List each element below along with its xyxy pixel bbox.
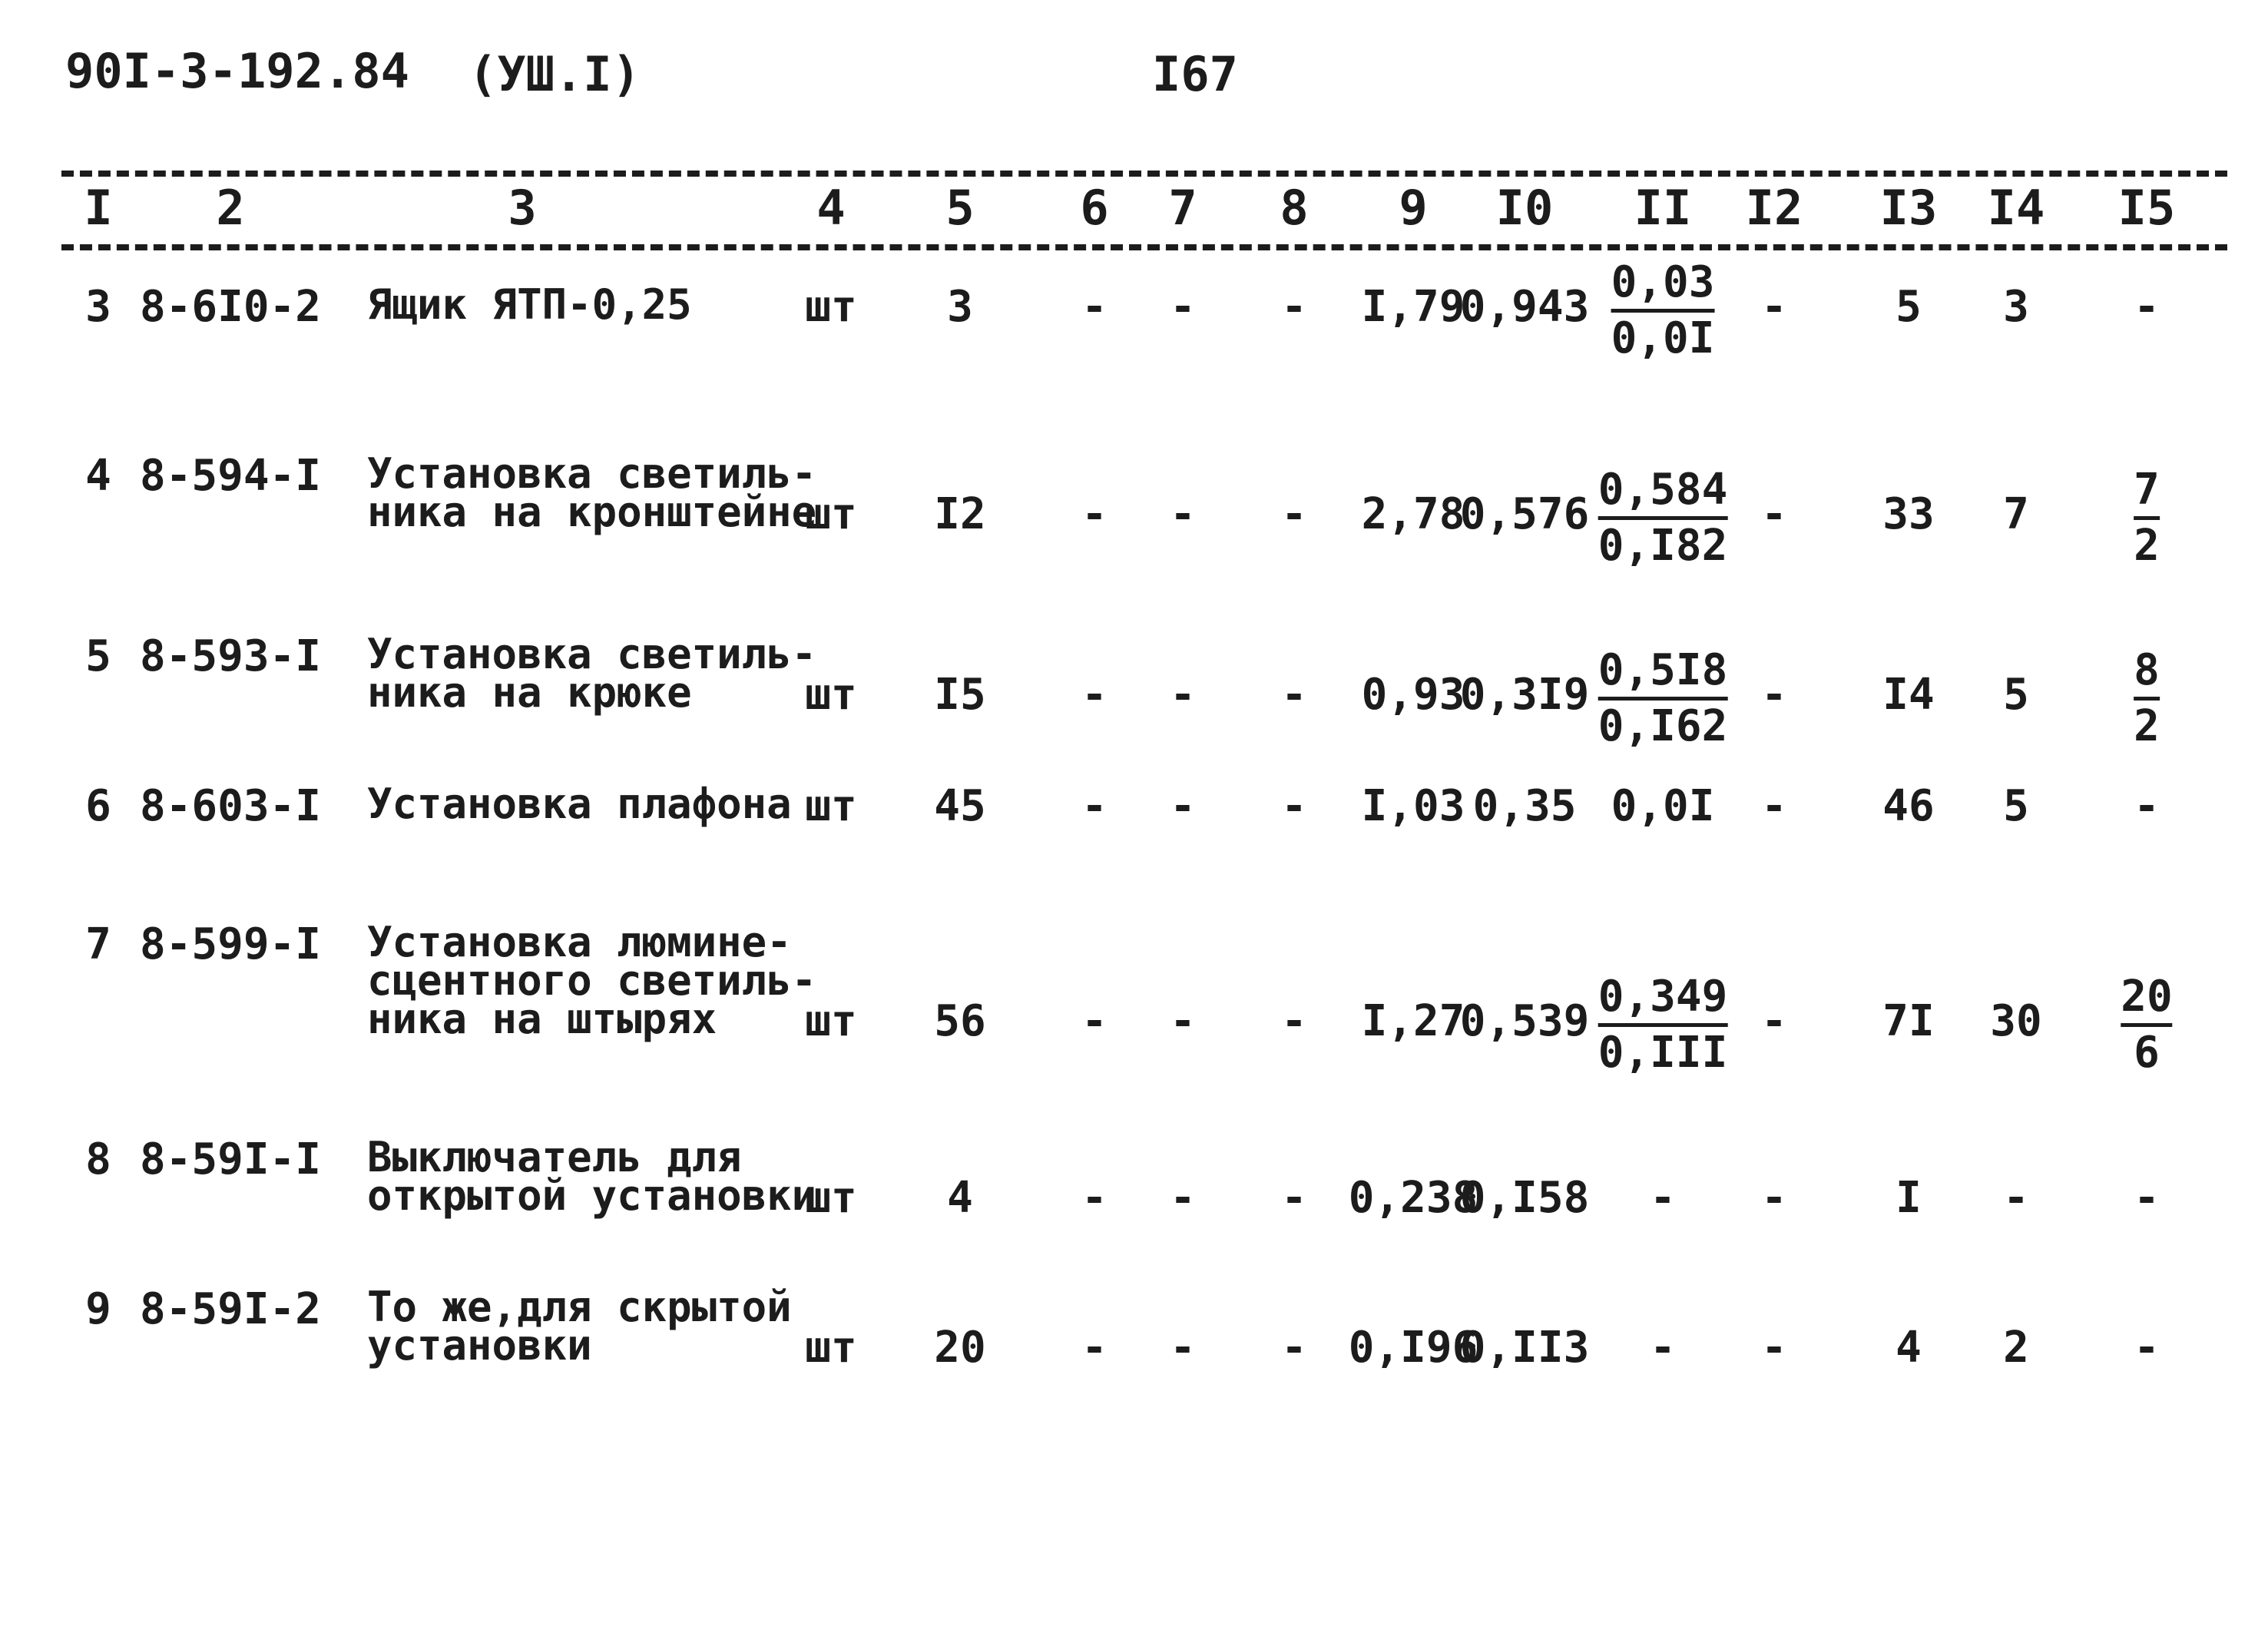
cell-col-8: - [1281, 282, 1307, 332]
cell-col-15-numerator: 8 [2134, 645, 2160, 695]
column-header-14: I4 [1987, 180, 2045, 236]
cell-col-11-numerator: 0,03 [1611, 257, 1715, 307]
cell-col-14: - [2003, 1173, 2029, 1223]
cell-col-11-numerator: 0,584 [1598, 465, 1728, 515]
cell-col-13: 5 [1896, 282, 1922, 332]
cell-col-12: - [1761, 1323, 1787, 1373]
cell-col-7: - [1170, 670, 1196, 720]
cell-col-7: - [1170, 781, 1196, 831]
row-name-line: сцентного светиль- [367, 956, 817, 1005]
cell-col-1: 3 [85, 282, 111, 332]
cell-col-8: - [1281, 1173, 1307, 1223]
cell-col-5: 4 [947, 1173, 973, 1223]
column-header-2: 2 [216, 180, 245, 236]
cell-col-11: - [1650, 1173, 1676, 1223]
cell-col-15 [2134, 645, 2160, 751]
cell-col-11-denominator: 0,I82 [1598, 521, 1728, 571]
cell-col-6: - [1081, 489, 1108, 539]
column-header-12: I2 [1745, 180, 1803, 236]
row-name-line: То же,для скрытой [367, 1283, 792, 1331]
cell-col-11-fraction-bar [1598, 516, 1728, 520]
column-header-8: 8 [1280, 180, 1309, 236]
cell-col-15 [2121, 972, 2173, 1078]
cell-col-11-fraction-bar [1598, 697, 1728, 701]
cell-col-15-denominator: 6 [2134, 1028, 2160, 1078]
cell-col-15: - [2134, 282, 2160, 332]
cell-col-10: 0,II3 [1459, 1323, 1590, 1373]
cell-col-5: I2 [934, 489, 986, 539]
page-number: I67 [1152, 46, 1238, 102]
cell-col-2: 8-59I-2 [139, 1284, 322, 1334]
cell-col-14: 3 [2003, 282, 2029, 332]
cell-col-9: I,79 [1361, 282, 1465, 332]
cell-col-9: 0,I96 [1348, 1323, 1478, 1373]
cell-col-10: 0,576 [1459, 489, 1590, 539]
column-header-1: I [84, 180, 113, 236]
cell-col-15: - [2134, 1323, 2160, 1373]
cell-col-8: - [1281, 781, 1307, 831]
row-name-line: ника на крюке [367, 668, 692, 717]
cell-col-2: 8-593-I [139, 631, 322, 681]
cell-col-14: 5 [2003, 670, 2029, 720]
column-header-4: 4 [816, 180, 846, 236]
cell-col-15-fraction-bar [2121, 1023, 2172, 1027]
cell-col-5: I5 [934, 670, 986, 720]
cell-col-4: шт [805, 781, 857, 831]
cell-col-9: 0,93 [1361, 670, 1465, 720]
cell-col-1: 8 [85, 1134, 111, 1184]
cell-col-15-denominator: 2 [2134, 701, 2160, 751]
cell-col-10: 0,I58 [1459, 1173, 1590, 1223]
row-name-line: Установка люмине- [367, 918, 792, 966]
cell-col-1: 9 [85, 1284, 111, 1334]
column-header-13: I3 [1879, 180, 1938, 236]
cell-col-6: - [1081, 1173, 1108, 1223]
column-header-11: II [1634, 180, 1692, 236]
cell-col-2: 8-603-I [139, 781, 322, 831]
cell-col-11 [1598, 972, 1728, 1078]
cell-col-9: I,27 [1361, 996, 1465, 1046]
cell-col-11: 0,0I [1611, 781, 1715, 831]
sheet-reference: (УШ.I) [468, 46, 641, 102]
cell-col-4: шт [805, 670, 857, 720]
row-name-line: установки [367, 1321, 592, 1370]
cell-col-10: 0,35 [1472, 781, 1577, 831]
cell-col-2: 8-59I-I [139, 1134, 322, 1184]
cell-col-13: I [1896, 1173, 1922, 1223]
cell-col-11-numerator: 0,5I8 [1598, 645, 1728, 695]
cell-col-10: 0,539 [1459, 996, 1590, 1046]
cell-col-11-fraction-bar [1611, 309, 1715, 313]
cell-col-4: шт [805, 1173, 857, 1223]
document-code: 90I-3-192.84 [65, 43, 409, 99]
header-bottom-rule [61, 244, 2227, 250]
row-name-line: ника на штырях [367, 995, 717, 1043]
cell-col-15-numerator: 7 [2134, 465, 2160, 515]
cell-col-6: - [1081, 1323, 1108, 1373]
cell-col-7: - [1170, 1323, 1196, 1373]
cell-col-11-numerator: 0,349 [1598, 972, 1728, 1022]
cell-col-13: 7I [1882, 996, 1935, 1046]
cell-col-12: - [1761, 489, 1787, 539]
cell-col-1: 5 [85, 631, 111, 681]
cell-col-15-denominator: 2 [2134, 521, 2160, 571]
row-name-line: ника на кронштейне [367, 488, 817, 536]
cell-col-4: шт [805, 1323, 857, 1373]
cell-col-10: 0,3I9 [1459, 670, 1590, 720]
cell-col-9: 0,238 [1348, 1173, 1478, 1223]
cell-col-9: 2,78 [1361, 489, 1465, 539]
cell-col-13: 33 [1882, 489, 1935, 539]
cell-col-5: 45 [934, 781, 986, 831]
row-name-line: открытой установки [367, 1171, 817, 1220]
column-header-15: I5 [2117, 180, 2176, 236]
cell-col-15-fraction-bar [2134, 697, 2160, 701]
cell-col-15-numerator: 20 [2121, 972, 2173, 1022]
column-header-7: 7 [1168, 180, 1197, 236]
cell-col-6: - [1081, 781, 1108, 831]
cell-col-4: шт [805, 489, 857, 539]
column-header-5: 5 [945, 180, 975, 236]
cell-col-11: - [1650, 1323, 1676, 1373]
cell-col-12: - [1761, 670, 1787, 720]
cell-col-8: - [1281, 489, 1307, 539]
cell-col-11-denominator: 0,0I [1611, 313, 1715, 363]
cell-col-4: шт [805, 282, 857, 332]
cell-col-5: 3 [947, 282, 973, 332]
cell-col-9: I,03 [1361, 781, 1465, 831]
cell-col-15 [2134, 465, 2160, 571]
column-header-3: 3 [508, 180, 537, 236]
cell-col-13: I4 [1882, 670, 1935, 720]
cell-col-14: 30 [1990, 996, 2042, 1046]
cell-col-15: - [2134, 1173, 2160, 1223]
cell-col-6: - [1081, 996, 1108, 1046]
row-name-line: Ящик ЯТП-0,25 [367, 280, 692, 329]
cell-col-11 [1598, 645, 1728, 751]
column-header-9: 9 [1399, 180, 1428, 236]
cell-col-7: - [1170, 282, 1196, 332]
cell-col-7: - [1170, 1173, 1196, 1223]
cell-col-4: шт [805, 996, 857, 1046]
cell-col-13: 4 [1896, 1323, 1922, 1373]
header-top-rule [61, 171, 2227, 177]
cell-col-15: - [2134, 781, 2160, 831]
cell-col-2: 8-594-I [139, 451, 322, 501]
cell-col-5: 20 [934, 1323, 986, 1373]
cell-col-7: - [1170, 996, 1196, 1046]
row-name-line: Установка плафона [367, 780, 792, 828]
cell-col-5: 56 [934, 996, 986, 1046]
row-name-line: Выключатель для [367, 1133, 742, 1181]
cell-col-6: - [1081, 670, 1108, 720]
cell-col-14: 2 [2003, 1323, 2029, 1373]
cell-col-8: - [1281, 996, 1307, 1046]
column-header-10: I0 [1495, 180, 1554, 236]
cell-col-2: 8-599-I [139, 919, 322, 969]
cell-col-15-fraction-bar [2134, 516, 2160, 520]
cell-col-12: - [1761, 996, 1787, 1046]
cell-col-11-denominator: 0,I62 [1598, 701, 1728, 751]
cell-col-10: 0,943 [1459, 282, 1590, 332]
cell-col-12: - [1761, 781, 1787, 831]
cell-col-14: 5 [2003, 781, 2029, 831]
cell-col-1: 4 [85, 451, 111, 501]
cell-col-11-denominator: 0,III [1598, 1028, 1728, 1078]
cell-col-8: - [1281, 670, 1307, 720]
cell-col-11 [1598, 465, 1728, 571]
row-name-line: Установка светиль- [367, 630, 817, 678]
cell-col-12: - [1761, 282, 1787, 332]
cell-col-1: 6 [85, 781, 111, 831]
cell-col-1: 7 [85, 919, 111, 969]
column-header-6: 6 [1080, 180, 1109, 236]
cell-col-14: 7 [2003, 489, 2029, 539]
cell-col-8: - [1281, 1323, 1307, 1373]
row-name-line: Установка светиль- [367, 449, 817, 498]
cell-col-13: 46 [1882, 781, 1935, 831]
cell-col-6: - [1081, 282, 1108, 332]
cell-col-11 [1611, 257, 1715, 363]
cell-col-12: - [1761, 1173, 1787, 1223]
cell-col-11-fraction-bar [1598, 1023, 1728, 1027]
cell-col-2: 8-6I0-2 [139, 282, 322, 332]
cell-col-7: - [1170, 489, 1196, 539]
